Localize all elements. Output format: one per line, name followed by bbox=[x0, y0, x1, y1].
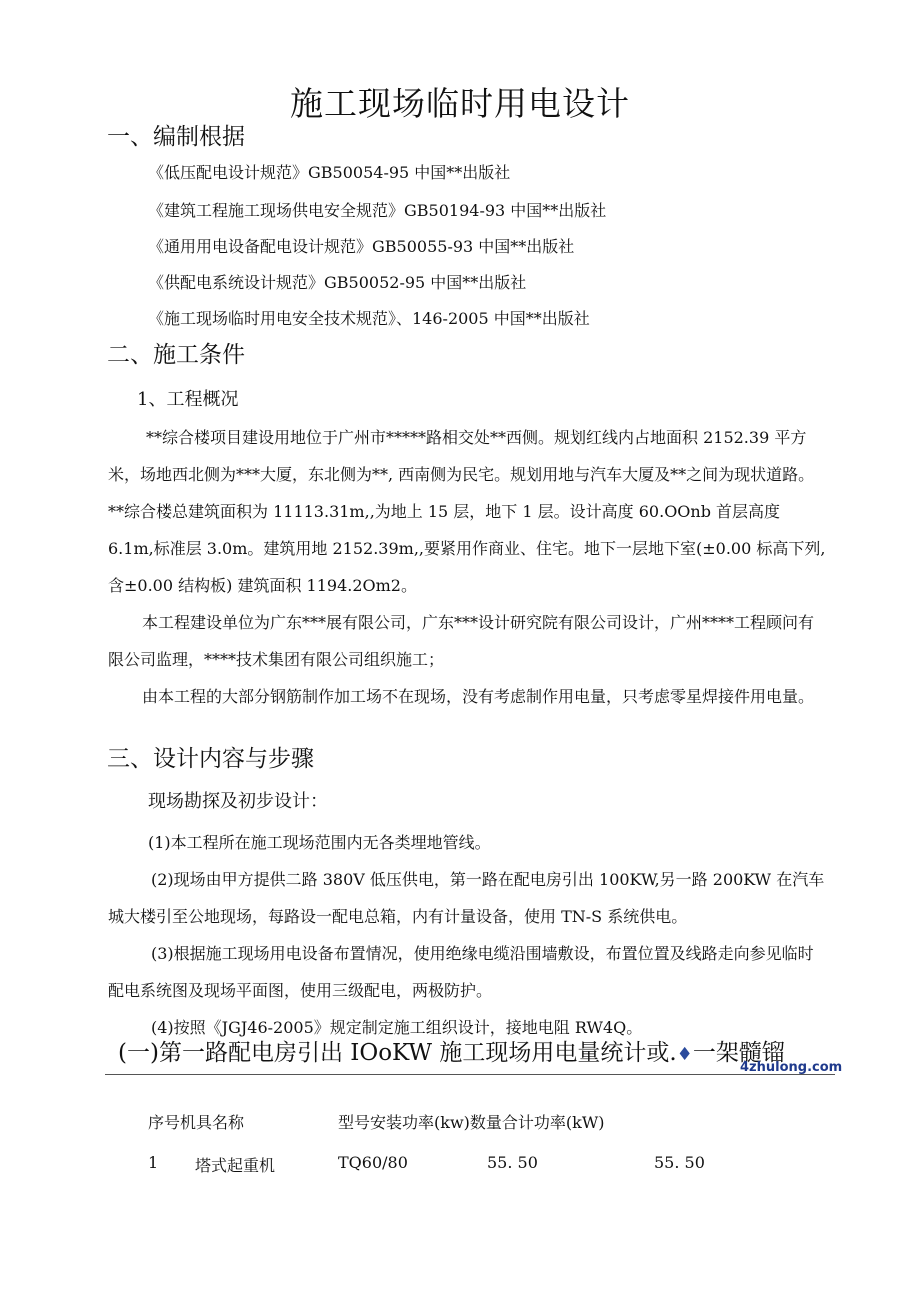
design-item: (1)本工程所在施工现场范围内无各类埋地管线。 bbox=[148, 833, 491, 852]
table-header-no-name: 序号机具名称 bbox=[148, 1113, 245, 1132]
page-title: 施工现场临时用电设计 bbox=[290, 84, 630, 123]
section-heading-basis: 一、编制根据 bbox=[107, 124, 245, 150]
table-cell-name: 塔式起重机 bbox=[195, 1156, 276, 1175]
reference-item: 《供配电系统设计规范》GB50052-95 中国**出版社 bbox=[148, 273, 527, 292]
design-item: (2)现场由甲方提供二路 380V 低压供电，第一路在配电房引出 100KW,另一路 200KW 在汽车城大楼引至公地现场，每路设一配电总箱，内有计量设备，使用 TN-S 系统供电。 bbox=[108, 870, 825, 926]
section-banner bbox=[118, 1034, 785, 1067]
design-items bbox=[108, 824, 828, 1046]
paragraph-parties: 本工程建设单位为广东***展有限公司，广东***设计研究院有限公司设计，广州****工程顾问有限公司监理，****技术集团有限公司组织施工； bbox=[108, 613, 815, 669]
sub-heading-survey: 现场勘探及初步设计： bbox=[148, 791, 328, 812]
reference-item: 《施工现场临时用电安全技术规范》、146-2005 中国**出版社 bbox=[148, 309, 590, 328]
reference-item: 《建筑工程施工现场供电安全规范》GB50194-93 中国**出版社 bbox=[148, 201, 607, 220]
table-header-specs: 型号安装功率(kw)数量合计功率(kW) bbox=[338, 1113, 605, 1132]
design-item: (3)根据施工现场用电设备布置情况，使用绝缘电缆沿围墙敷设，布置位置及线路走向参见临时配电系统图及现场平面图，使用三级配电，两极防护。 bbox=[108, 944, 814, 1000]
banner-tail: 一架髓镏 bbox=[692, 1040, 785, 1066]
banner-text: (一)第一路配电房引出 IOoKW 施工现场用电量统计或. bbox=[118, 1040, 677, 1066]
table-cell-no: 1 bbox=[148, 1153, 159, 1172]
sub-heading-overview: 1、工程概况 bbox=[137, 389, 239, 410]
table-cell-total: 55. 50 bbox=[654, 1153, 705, 1172]
paragraph-loads: 由本工程的大部分钢筋制作加工场不在现场，没有考虑制作用电量，只考虑零星焊接件用电量。 bbox=[142, 687, 815, 706]
section-heading-design: 三、设计内容与步骤 bbox=[107, 746, 314, 772]
design-item: (4)按照《JGJ46-2005》规定制定施工组织设计，接地电阻 RW4Q。 bbox=[151, 1018, 643, 1037]
diamond-icon: ♦ bbox=[676, 1044, 693, 1065]
overview-paragraph bbox=[108, 419, 828, 715]
table-cell-power: 55. 50 bbox=[487, 1153, 538, 1172]
reference-item: 《通用用电设备配电设计规范》GB50055-93 中国**出版社 bbox=[148, 237, 575, 256]
watermark: 4zhulong.com bbox=[740, 1060, 843, 1075]
paragraph-project: **综合楼项目建设用地位于广州市*****路相交处**西侧。规划红线内占地面积 2152.39 平方米，场地西北侧为***大厦，东北侧为**, 西南侧为民宅。规划用地与汽车大厦及**之间为现状道路。**综合楼总建筑面积为 11113.31m,,为地上 15 层，地下 1 层。设计高度 60.OOnb 首层高度 6.1m,标准层 3.0m。建筑用地 2152.39m,,要紧用作商业、住宅。地下一层地下室(±0.00 标高下列,含±0.00 结构板) 建筑面积 1194.2Om2。 bbox=[108, 428, 826, 595]
table-cell-model: TQ60/80 bbox=[338, 1153, 408, 1172]
divider bbox=[105, 1074, 835, 1075]
section-heading-conditions: 二、施工条件 bbox=[107, 342, 245, 368]
reference-item: 《低压配电设计规范》GB50054-95 中国**出版社 bbox=[148, 163, 511, 182]
